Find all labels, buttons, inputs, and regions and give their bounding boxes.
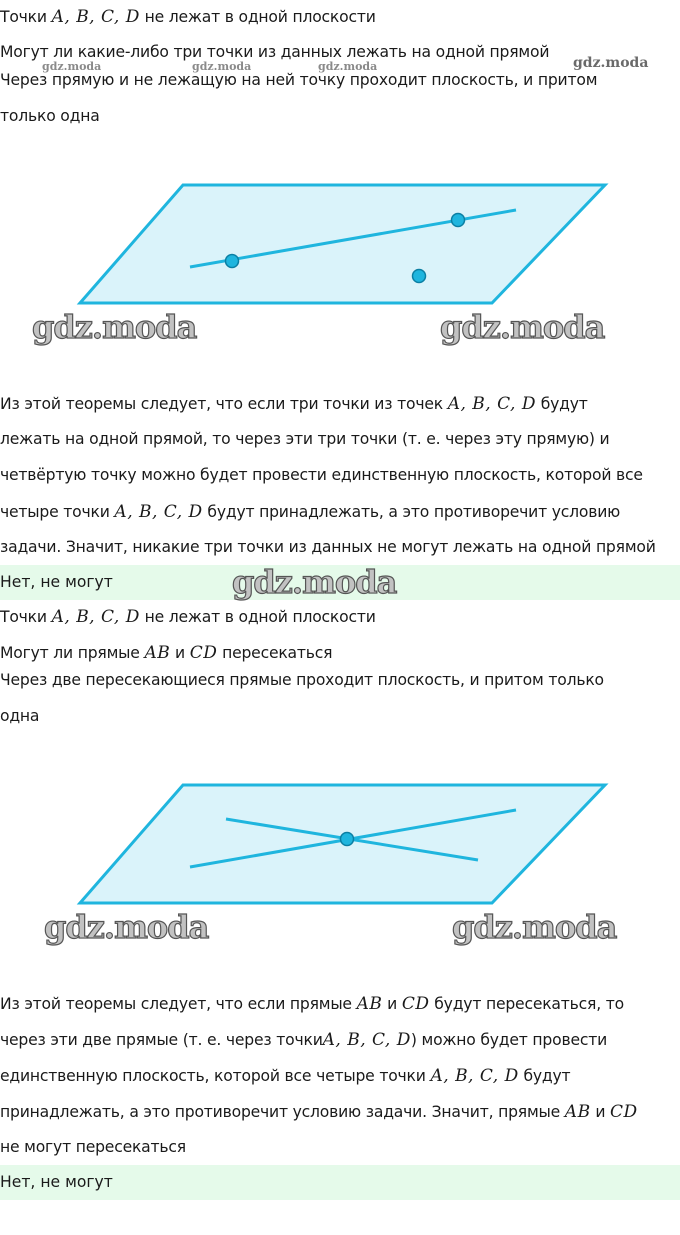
solution-2-line-1: [0, 994, 680, 1014]
points-math: A, B, C, D: [322, 1030, 411, 1050]
line-ab-math: AB: [144, 643, 171, 663]
solution-1-line-1: [0, 394, 680, 414]
watermark: gdz.moda: [44, 908, 209, 946]
points-math: A, B, C, D: [114, 502, 203, 522]
line-ab-math: AB: [356, 994, 383, 1014]
line-cd-math: CD: [401, 994, 430, 1014]
condition-text: Точки: [0, 608, 47, 626]
condition-tail: не лежат в одной плоскости: [144, 608, 376, 626]
points-math: A, B, C, D: [430, 1066, 519, 1086]
solution-text: будут принадлежать, а это противоречит условию: [207, 503, 621, 521]
answer-2: Нет, не могут: [0, 1173, 113, 1191]
question-text: и: [174, 644, 185, 662]
intersection-point: [341, 833, 354, 846]
solution-text: и: [595, 1103, 606, 1121]
solution-1-line-5: задачи. Значит, никакие три точки из данных не могут лежать на одной прямой: [0, 538, 656, 556]
solution-text: четыре точки: [0, 503, 110, 521]
plane-figure-1: [0, 170, 680, 320]
solution-text: Из этой теоремы следует, что если три точки из точек: [0, 395, 443, 413]
theorem-2-line-2: одна: [0, 707, 40, 725]
solution-1-line-2: лежать на одной прямой, то через эти три точки (т. е. через эту прямую) и: [0, 430, 610, 448]
solution-text: принадлежать, а это противоречит условию задачи. Значит, прямые: [0, 1103, 561, 1121]
question-2: [0, 643, 680, 663]
plane: [80, 185, 605, 303]
solution-1-line-4: [0, 502, 680, 522]
solution-text: будут: [523, 1067, 571, 1085]
line-cd-math: CD: [610, 1102, 638, 1122]
solution-text: через эти две прямые (т. е. через точки: [0, 1031, 323, 1049]
solution-text: единственную плоскость, которой все четыре точки: [0, 1067, 426, 1085]
condition-tail: не лежат в одной плоскости: [144, 8, 376, 26]
answer-1: Нет, не могут: [0, 573, 113, 591]
answer-2-box: [0, 1165, 680, 1200]
solution-1-line-3: четвёртую точку можно будет провести единственную плоскость, которой все: [0, 466, 643, 484]
plane-figure-2: [0, 770, 680, 920]
solution-text: Из этой теоремы следует, что если прямые: [0, 995, 352, 1013]
condition-line-1: [0, 7, 680, 27]
points-math: A, B, C, D: [51, 7, 140, 27]
solution-text: будут пересекаться, то: [434, 995, 624, 1013]
theorem-1-line-2: только одна: [0, 107, 100, 125]
question-text: Могут ли прямые: [0, 644, 140, 662]
watermark: gdz.moda: [440, 308, 605, 346]
watermark: gdz.moda: [32, 308, 197, 346]
watermark: gdz.moda: [42, 60, 102, 73]
line-cd-math: CD: [189, 643, 218, 663]
question-text: пересекаться: [222, 644, 333, 662]
solution-text: будут: [540, 395, 588, 413]
solution-2-line-2: [0, 1030, 680, 1050]
solution-2-line-5: не могут пересекаться: [0, 1138, 186, 1156]
point: [413, 270, 426, 283]
watermark: gdz.moda: [192, 60, 252, 73]
question-1: Могут ли какие-либо три точки из данных лежать на одной прямой: [0, 43, 550, 61]
points-math: A, B, C, D: [51, 607, 140, 627]
watermark: gdz.moda: [452, 908, 617, 946]
solution-text: ) можно будет провести: [410, 1031, 608, 1049]
point: [226, 255, 239, 268]
point: [452, 214, 465, 227]
points-math: A, B, C, D: [447, 394, 536, 414]
solution-2-line-3: [0, 1066, 680, 1086]
theorem-2-line-1: Через две пересекающиеся прямые проходит плоскость, и притом только: [0, 671, 604, 689]
theorem-1-line-1: Через прямую и не лежащую на ней точку проходит плоскость, и притом: [0, 71, 598, 89]
condition-line-2: [0, 607, 680, 627]
line-ab-math: AB: [564, 1102, 591, 1122]
solution-text: и: [387, 995, 398, 1013]
condition-text: Точки: [0, 8, 47, 26]
watermark: gdz.moda: [318, 60, 378, 73]
solution-2-line-4: [0, 1102, 680, 1122]
watermark: gdz.moda: [232, 563, 397, 601]
watermark: gdz.moda: [573, 55, 649, 71]
